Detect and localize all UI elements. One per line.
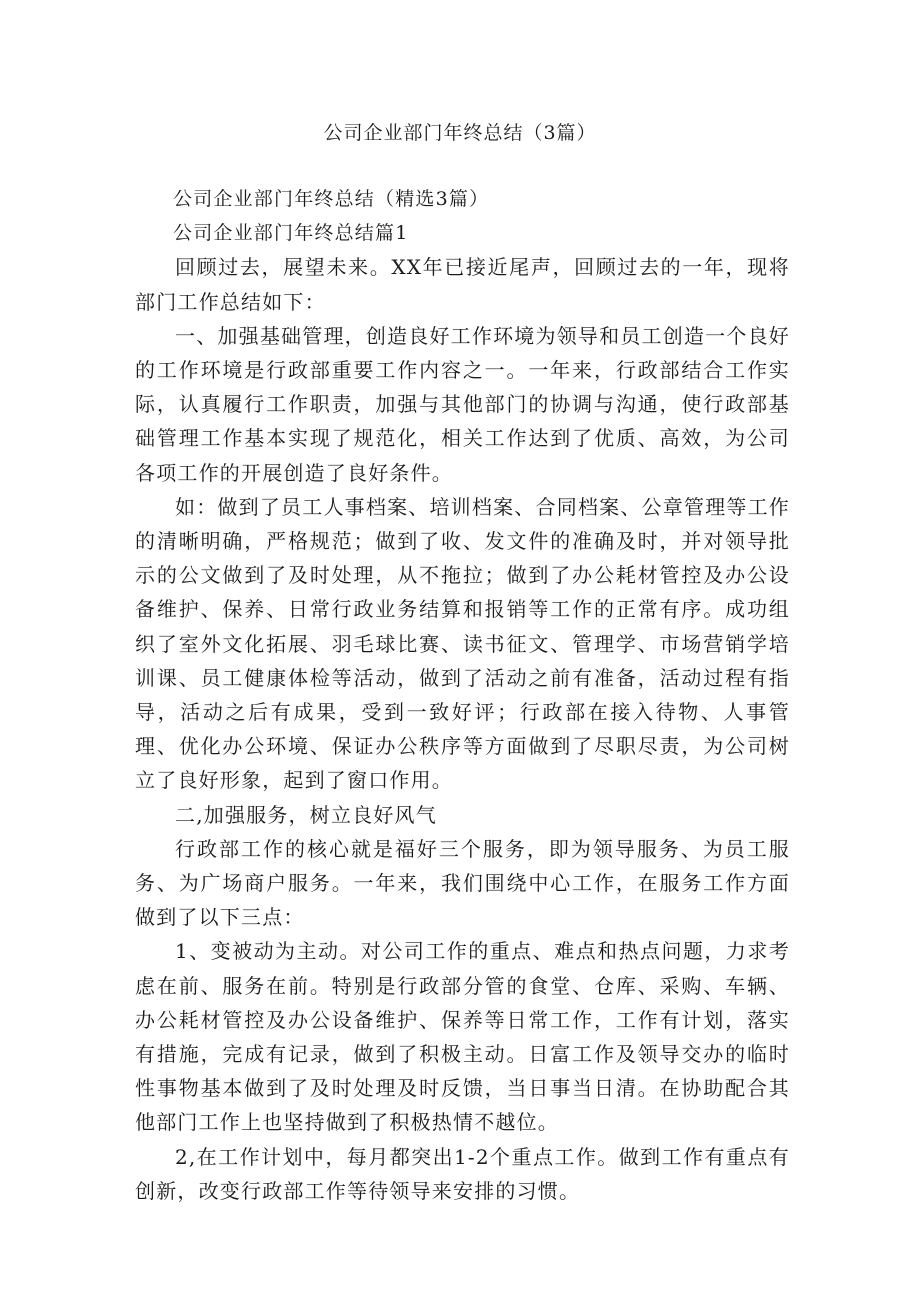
paragraph-service-heading: 二,加强服务，树立良好风气 bbox=[175, 802, 437, 827]
section-heading: 公司企业部门年终总结篇1 bbox=[173, 222, 409, 245]
document-body bbox=[135, 182, 790, 1208]
paragraph-point-2: 2,在工作计划中，每月都突出1-2个重点工作。做到工作有重点有创新，改变行政部工作等待领导来安排的习惯。 bbox=[135, 1144, 790, 1203]
paragraph-basic-management: 一、加强基础管理，创造良好工作环境为领导和员工创造一个良好的工作环境是行政部重要工作内容之一。一年来，行政部结合工作实际，认真履行工作职责，加强与其他部门的协调与沟通，使行政部基础管理工作基本实现了规范化，相关工作达到了优质、高效，为公司各项工作的开展创造了良好条件。 bbox=[135, 323, 790, 485]
document-title: 公司企业部门年终总结（3篇） bbox=[323, 122, 597, 144]
paragraph-service-core: 行政部工作的核心就是福好三个服务，即为领导服务、为员工服务、为广场商户服务。一年来，我们围绕中心工作，在服务工作方面做到了以下三点： bbox=[135, 836, 790, 930]
paragraph-examples: 如：做到了员工人事档案、培训档案、合同档案、公章管理等工作的清晰明确，严格规范；做到了收、发文件的准确及时，并对领导批示的公文做到了及时处理，从不拖拉；做到了办公耗材管控及办公设备维护、保养、日常行政业务结算和报销等工作的正常有序。成功组织了室外文化拓展、羽毛球比赛、读书征文、管理学、市场营销学培训课、员工健康体检等活动，做到了活动之前有准备，活动过程有指导，活动之后有成果，受到一致好评；行政部在接入待物、人事管理、优化办公环境、保证办公秩序等方面做到了尽职尽责，为公司树立了良好形象，起到了窗口作用。 bbox=[135, 494, 790, 793]
document-subtitle: 公司企业部门年终总结（精选3篇） bbox=[173, 188, 490, 210]
paragraph-intro: 回顾过去，展望未来。XX年已接近尾声，回顾过去的一年，现将部门工作总结如下： bbox=[135, 255, 790, 314]
paragraph-point-1: 1、变被动为主动。对公司工作的重点、难点和热点问题，力求考虑在前、服务在前。特别是行政部分管的食堂、仓库、采购、车辆、办公耗材管控及办公设备维护、保养等日常工作，工作有计划，落实有措施，完成有记录，做到了积极主动。日富工作及领导交办的临时性事物基本做到了及时处理及时反馈，当日事当日清。在协助配合其他部门工作上也坚持做到了积极热情不越位。 bbox=[135, 939, 790, 1135]
